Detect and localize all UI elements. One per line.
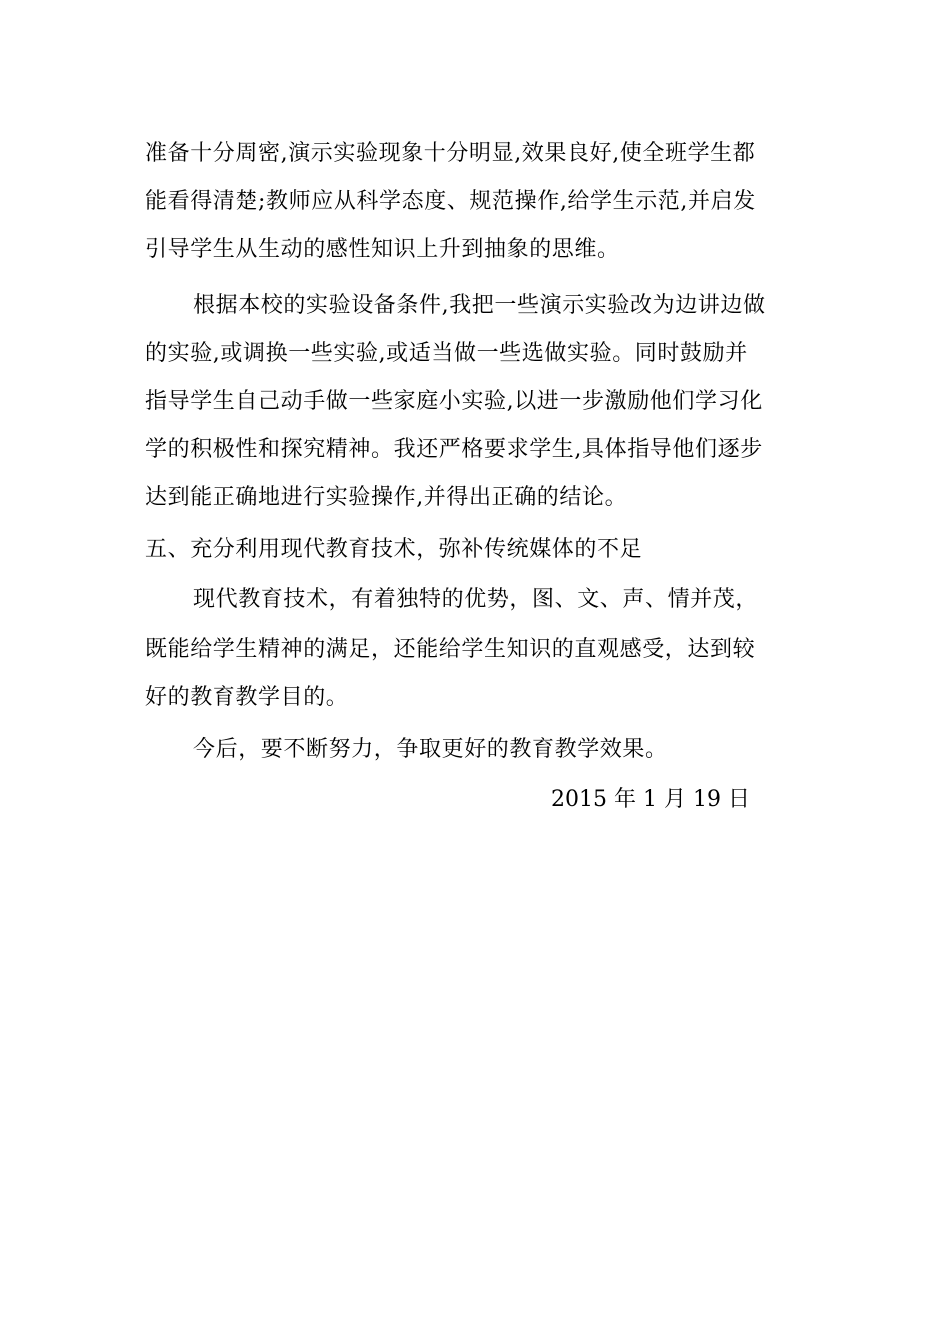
paragraph-3-line-2: 既能给学生精神的满足，还能给学生知识的直观感受，达到较 <box>145 637 756 662</box>
paragraph-3-line-1: 现代教育技术，有着独特的优势，图、文、声、情并茂， <box>193 587 759 612</box>
section-heading: 五、充分利用现代教育技术，弥补传统媒体的不足 <box>145 537 643 562</box>
paragraph-1-line-2: 能看得清楚;教师应从科学态度、规范操作,给学生示范,并启发 <box>145 189 756 214</box>
paragraph-2-line-1: 根据本校的实验设备条件,我把一些演示实验改为边讲边做 <box>193 293 766 318</box>
paragraph-4-line-1: 今后，要不断努力，争取更好的教育教学效果。 <box>193 737 668 762</box>
document-date: 2015 年 1 月 19 日 <box>551 787 750 812</box>
paragraph-3-line-3: 好的教育教学目的。 <box>145 685 349 710</box>
paragraph-1-line-3: 引导学生从生动的感性知识上升到抽象的思维。 <box>145 237 620 262</box>
paragraph-1-line-1: 准备十分周密,演示实验现象十分明显,效果良好,使全班学生都 <box>145 141 756 166</box>
paragraph-2-line-2: 的实验,或调换一些实验,或适当做一些选做实验。同时鼓励并 <box>145 341 748 366</box>
paragraph-2-line-4: 学的积极性和探究精神。我还严格要求学生,具体指导他们逐步 <box>145 437 763 462</box>
paragraph-2-line-3: 指导学生自己动手做一些家庭小实验,以进一步激励他们学习化 <box>145 389 763 414</box>
paragraph-2-line-5: 达到能正确地进行实验操作,并得出正确的结论。 <box>145 485 628 510</box>
